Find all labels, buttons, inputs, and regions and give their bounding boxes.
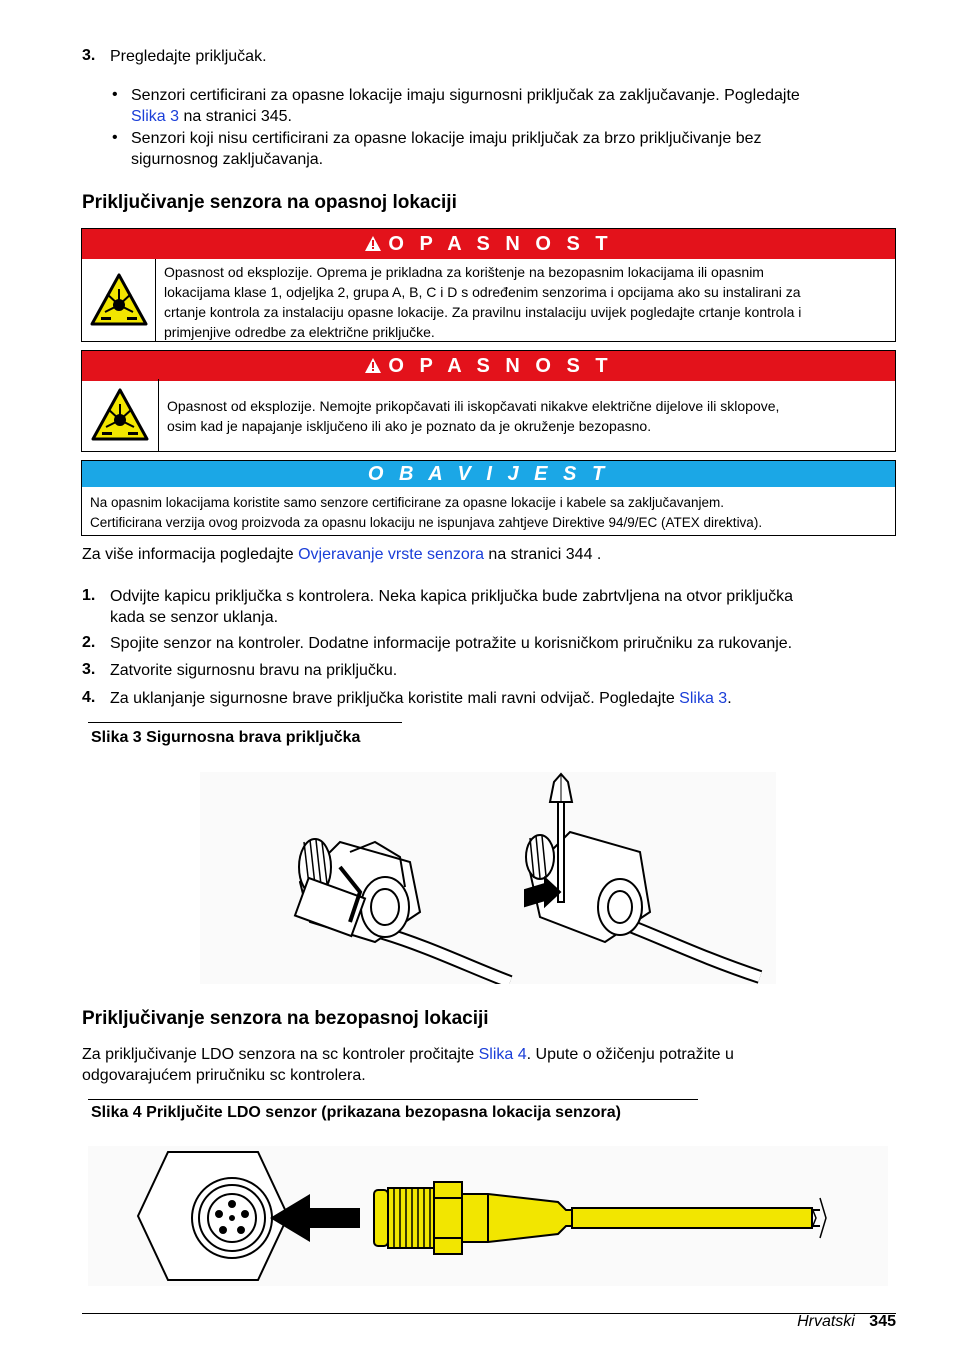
bullet-text: Senzori certificirani za opasne lokacije imaju sigurnosni priključak za zaključavanje. Pogledajte Slika 3 na stranici 345. xyxy=(131,87,800,125)
danger-box xyxy=(81,228,896,342)
explosion-hazard-icon xyxy=(82,259,156,341)
step-number: 3. xyxy=(82,47,96,64)
step-text: Za uklanjanje sigurnosne brave priključka koristite mali ravni odvijač. Pogledajte Slika 3. xyxy=(110,690,732,707)
step-text: Zatvorite sigurnosnu bravu na priključku. xyxy=(110,662,398,679)
footer-rule xyxy=(82,1313,896,1314)
section-heading: Priključivanje senzora na opasnoj lokaciji xyxy=(82,192,457,213)
notice-header: O B A V I J E S T xyxy=(82,461,895,487)
step-number: 4. xyxy=(82,689,96,706)
explosion-hazard-icon xyxy=(82,379,159,451)
step-text: Pregledajte priključak. xyxy=(110,48,267,65)
figure-rule xyxy=(88,722,402,723)
footer-language: Hrvatski xyxy=(797,1313,855,1330)
link-slika-4[interactable]: Slika 4 xyxy=(478,1046,527,1063)
warning-triangle-icon xyxy=(364,357,382,374)
ldo-sensor-connection-illustration xyxy=(88,1146,888,1286)
footer xyxy=(797,1311,896,1332)
danger-text: Opasnost od eksplozije. Nemojte prikopčavati ili iskopčavati nikakve električne dijelove ili sklopove, osim kad je napajanje isključeno ili ako je poznato da je okruženje bezopasno. xyxy=(167,398,780,434)
more-info-para: Za više informacija pogledajte Ovjeravanje vrste senzora na stranici 344 . xyxy=(82,546,602,563)
figure-caption: Slika 3 Sigurnosna brava priključka xyxy=(91,729,361,746)
danger-text: Opasnost od eksplozije. Oprema je prikladna za korištenje na bezopasnim lokacijama ili opasnim lokacijama klase 1, odjeljka 2, grupa A, B, C i D s određenim senzorima i opcijama ako su instalirani za crtanje kontrola za instalaciju opasne lokacije. Za pravilnu instalaciju uvijek pogledajte crtanje kontrola i primjenjive odredbe za električne priključke. xyxy=(164,264,802,340)
link-slika-3[interactable]: Slika 3 xyxy=(131,108,180,125)
section2-para: Za priključivanje LDO senzora na sc kontroler pročitajte Slika 4. Upute o ožičenju potražite u odgovarajućem priručniku sc kontrolera. xyxy=(82,1046,734,1084)
bullet-text: Senzori koji nisu certificirani za opasne lokacije imaju priključak za brzo priključivanje bez sigurnosnog zaključavanja. xyxy=(131,130,762,168)
notice-box xyxy=(81,460,896,536)
link-slika-3[interactable]: Slika 3 xyxy=(679,690,728,707)
connector-lock-illustration xyxy=(200,772,776,984)
section-heading: Priključivanje senzora na bezopasnoj lokaciji xyxy=(82,1008,489,1029)
danger-box xyxy=(81,350,896,452)
bullet: • xyxy=(112,86,118,103)
step-number: 1. xyxy=(82,587,96,604)
danger-header: O P A S N O S T xyxy=(82,351,895,381)
controller-port-icon xyxy=(138,1152,288,1280)
figure-caption: Slika 4 Priključite LDO senzor (prikazana bezopasna lokacija senzora) xyxy=(91,1104,621,1121)
bullet: • xyxy=(112,129,118,146)
step-number: 3. xyxy=(82,661,96,678)
link-ovjeravanje[interactable]: Ovjeravanje vrste senzora xyxy=(298,546,484,563)
warning-triangle-icon xyxy=(364,235,382,252)
notice-text: Na opasnim lokacijama koristite samo senzore certificirane za opasne lokacije i kabele sa zaključavanjem. Certificirana verzija ovog proizvoda za opasnu lokaciju ne ispunjava zahtjeve Direktive 94/9/EC (ATEX direktiva). xyxy=(90,495,763,530)
step-text: Odvijte kapicu priključka s kontrolera. Neka kapica priključka bude zabrtvljena na otvor priključka kada se senzor uklanja. xyxy=(110,588,793,626)
page-number: 345 xyxy=(869,1313,896,1330)
step-number: 2. xyxy=(82,634,96,651)
step-text: Spojite senzor na kontroler. Dodatne informacije potražite u korisničkom priručniku za rukovanje. xyxy=(110,635,793,652)
danger-header: O P A S N O S T xyxy=(82,229,895,259)
figure-rule xyxy=(88,1099,698,1100)
